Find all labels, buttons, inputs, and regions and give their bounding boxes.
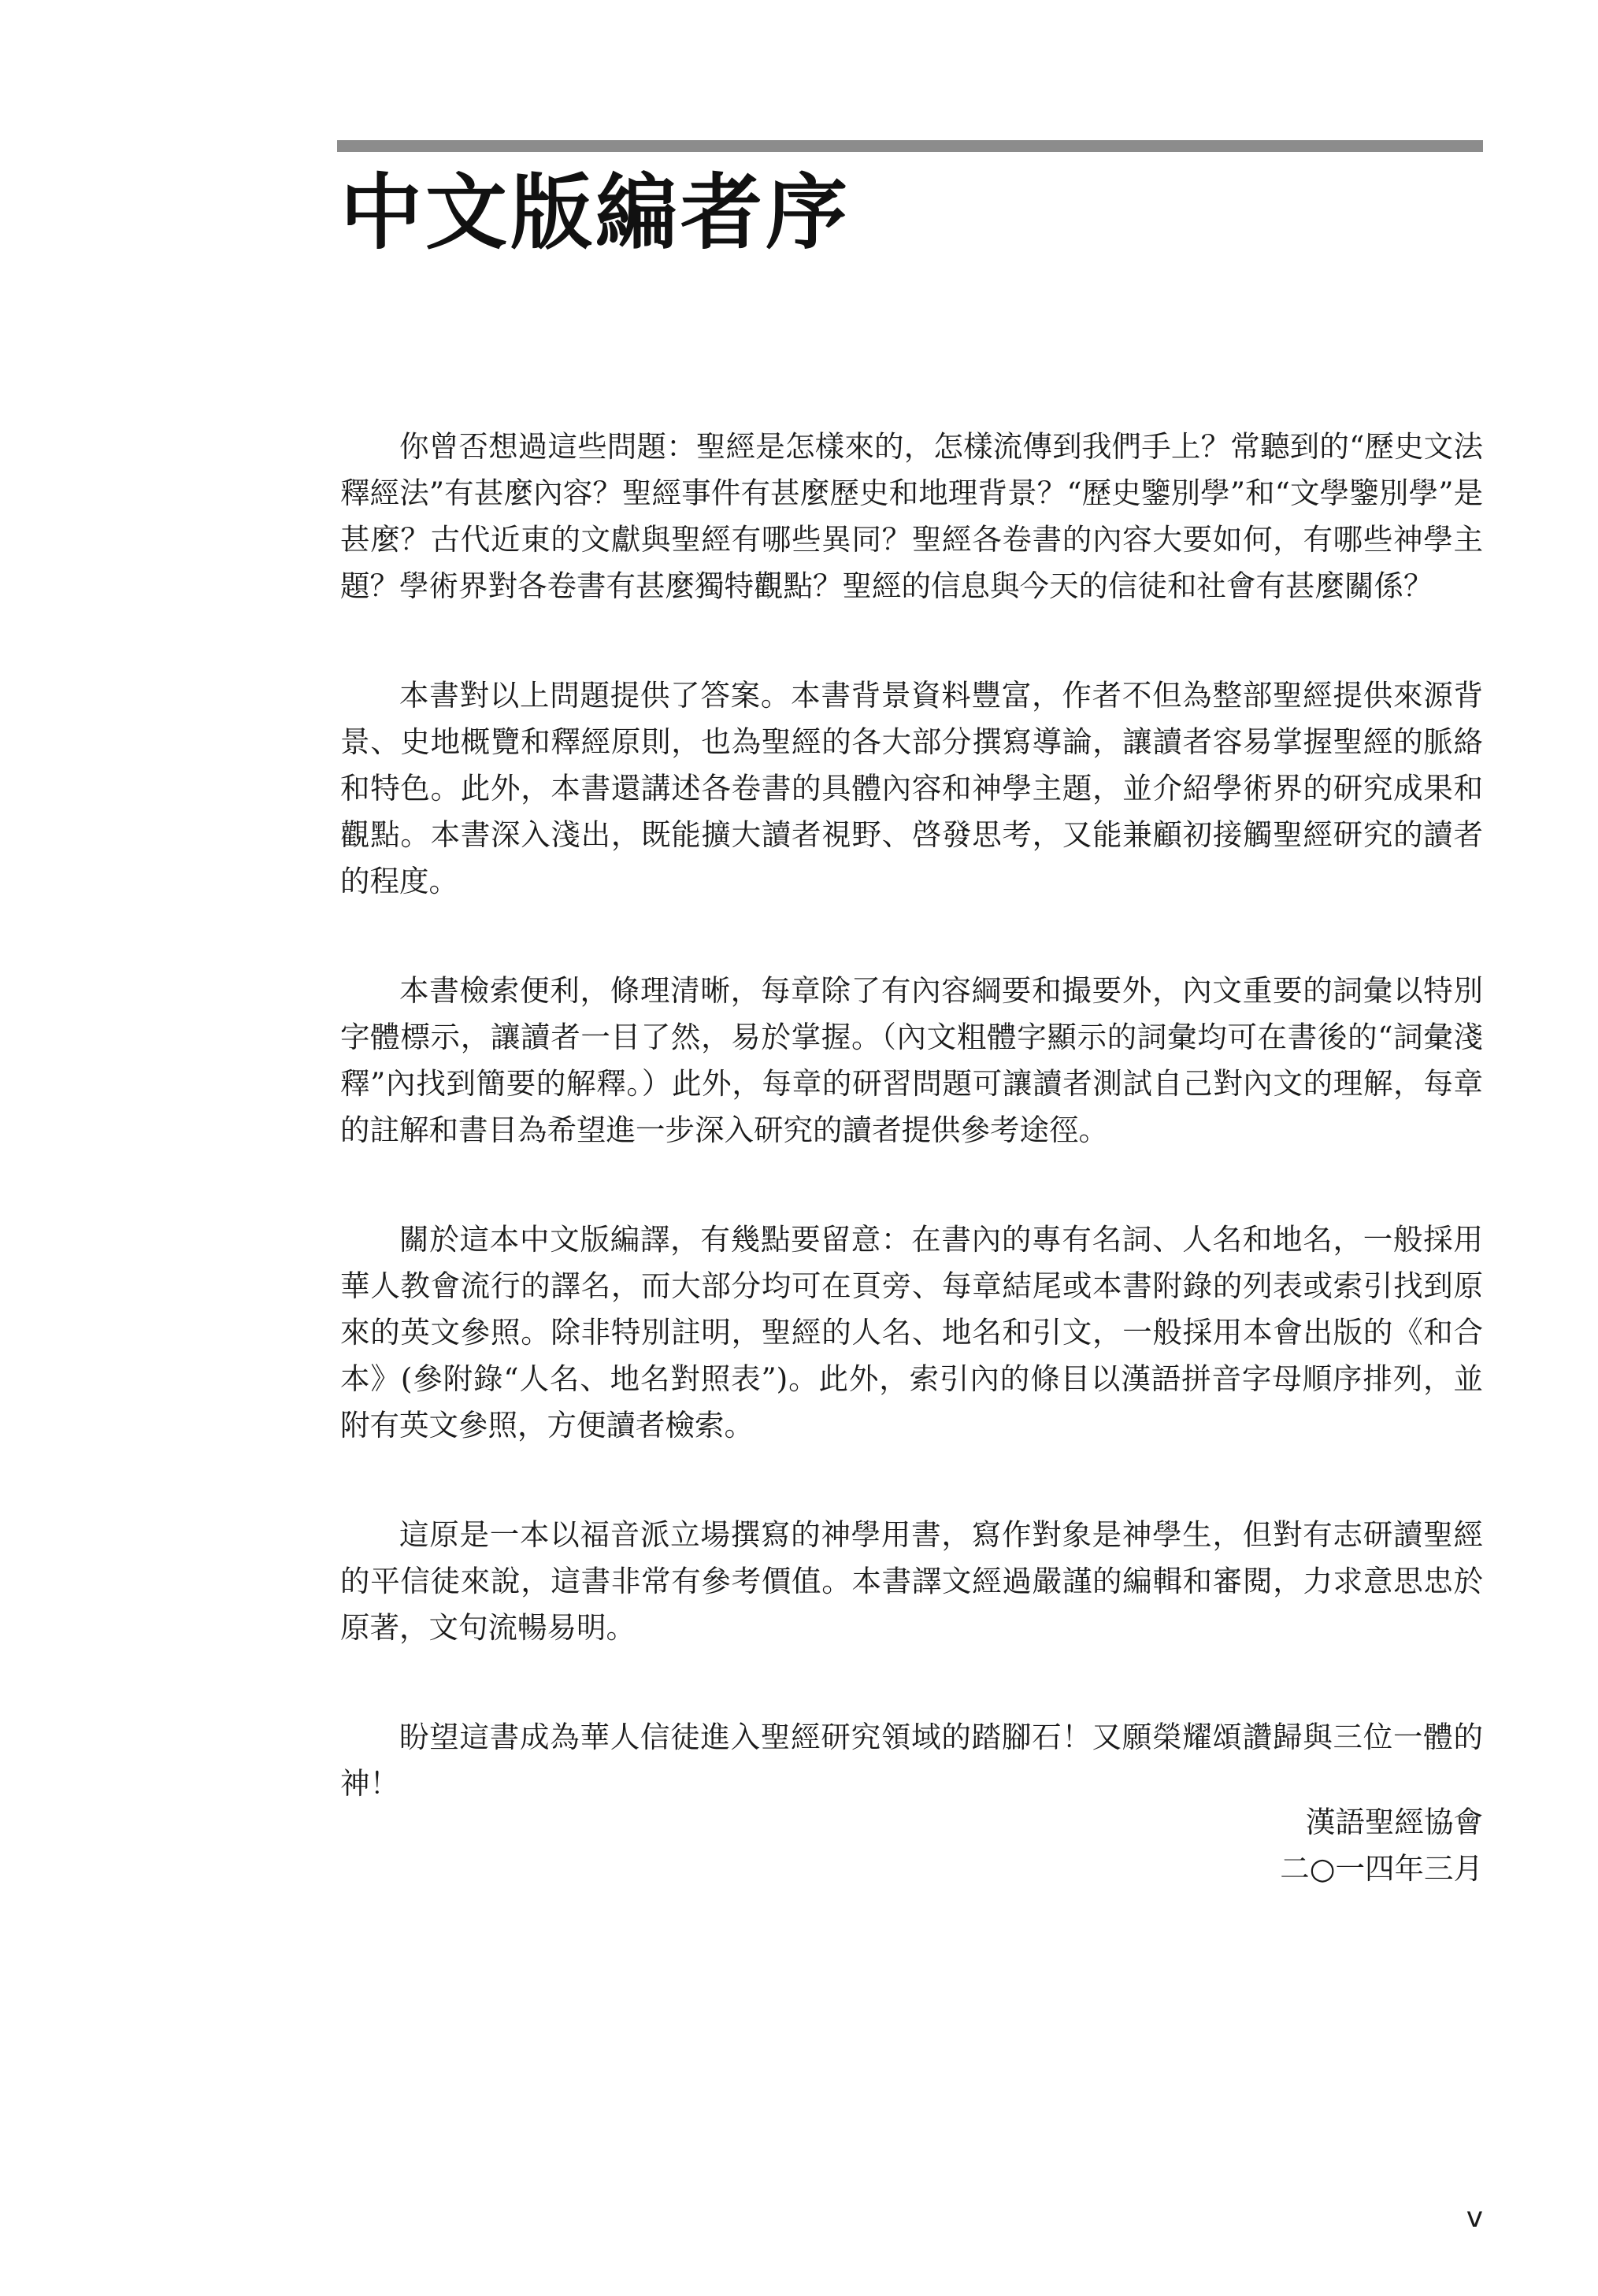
paragraph-3: 本書檢索便利，條理清晰，每章除了有內容綱要和撮要外，內文重要的詞彙以特別字體標示，讓讀者一目了然，易於掌握。（內文粗體字顯示的詞彙均可在書後的“詞彙淺釋”內找到簡要的解釋。）此外，每章的研習問題可讓讀者測試自己對內文的理解，每章的註解和書目為希望進一步深入研究的讀者提供參考途徑。 (340, 973, 1483, 1147)
paragraph-1: 你曾否想過這些問題：聖經是怎樣來的，怎樣流傳到我們手上？常聽到的“歷史文法釋經法”有甚麼內容？聖經事件有甚麼歷史和地理背景？“歷史鑒別學”和“文學鑒別學”是甚麼？古代近東的文獻與聖經有哪些異同？聖經各卷書的內容大要如何，有哪些神學主題？學術界對各卷書有甚麼獨特觀點？聖經的信息與今天的信徒和社會有甚麼關係？ (340, 429, 1483, 603)
preface-body (340, 424, 1483, 1870)
signature-date: 二○一四年三月 (1280, 1851, 1483, 1886)
signature-block (1280, 1799, 1483, 1892)
page-title: 中文版編者序 (340, 165, 851, 261)
title-rule (337, 140, 1483, 152)
paragraph-5: 這原是一本以福音派立場撰寫的神學用書，寫作對象是神學生，但對有志研讀聖經的平信徒來說，這書非常有參考價值。本書譯文經過嚴謹的編輯和審閱，力求意思忠於原著，文句流暢易明。 (340, 1517, 1483, 1645)
paragraph-6: 盼望這書成為華人信徒進入聖經研究領域的踏腳石！又願榮耀頌讚歸與三位一體的神！ (340, 1720, 1483, 1801)
paragraph-2: 本書對以上問題提供了答案。本書背景資料豐富，作者不但為整部聖經提供來源背景、史地概覽和釋經原則，也為聖經的各大部分撰寫導論，讓讀者容易掌握聖經的脈絡和特色。此外，本書還講述各卷書的具體內容和神學主題，並介紹學術界的研究成果和觀點。本書深入淺出，既能擴大讀者視野、啓發思考，又能兼顧初接觸聖經研究的讀者的程度。 (340, 678, 1483, 898)
signature-organization: 漢語聖經協會 (1306, 1805, 1483, 1839)
paragraph-4: 關於這本中文版編譯，有幾點要留意：在書內的專有名詞、人名和地名，一般採用華人教會流行的譯名，而大部分均可在頁旁、每章結尾或本書附錄的列表或索引找到原來的英文參照。除非特別註明，聖經的人名、地名和引文，一般採用本會出版的《和合本》(參附錄“人名、地名對照表”)。此外，索引內的條目以漢語拼音字母順序排列，並附有英文參照，方便讀者檢索。 (340, 1222, 1483, 1442)
page-number: v (1466, 2202, 1483, 2234)
